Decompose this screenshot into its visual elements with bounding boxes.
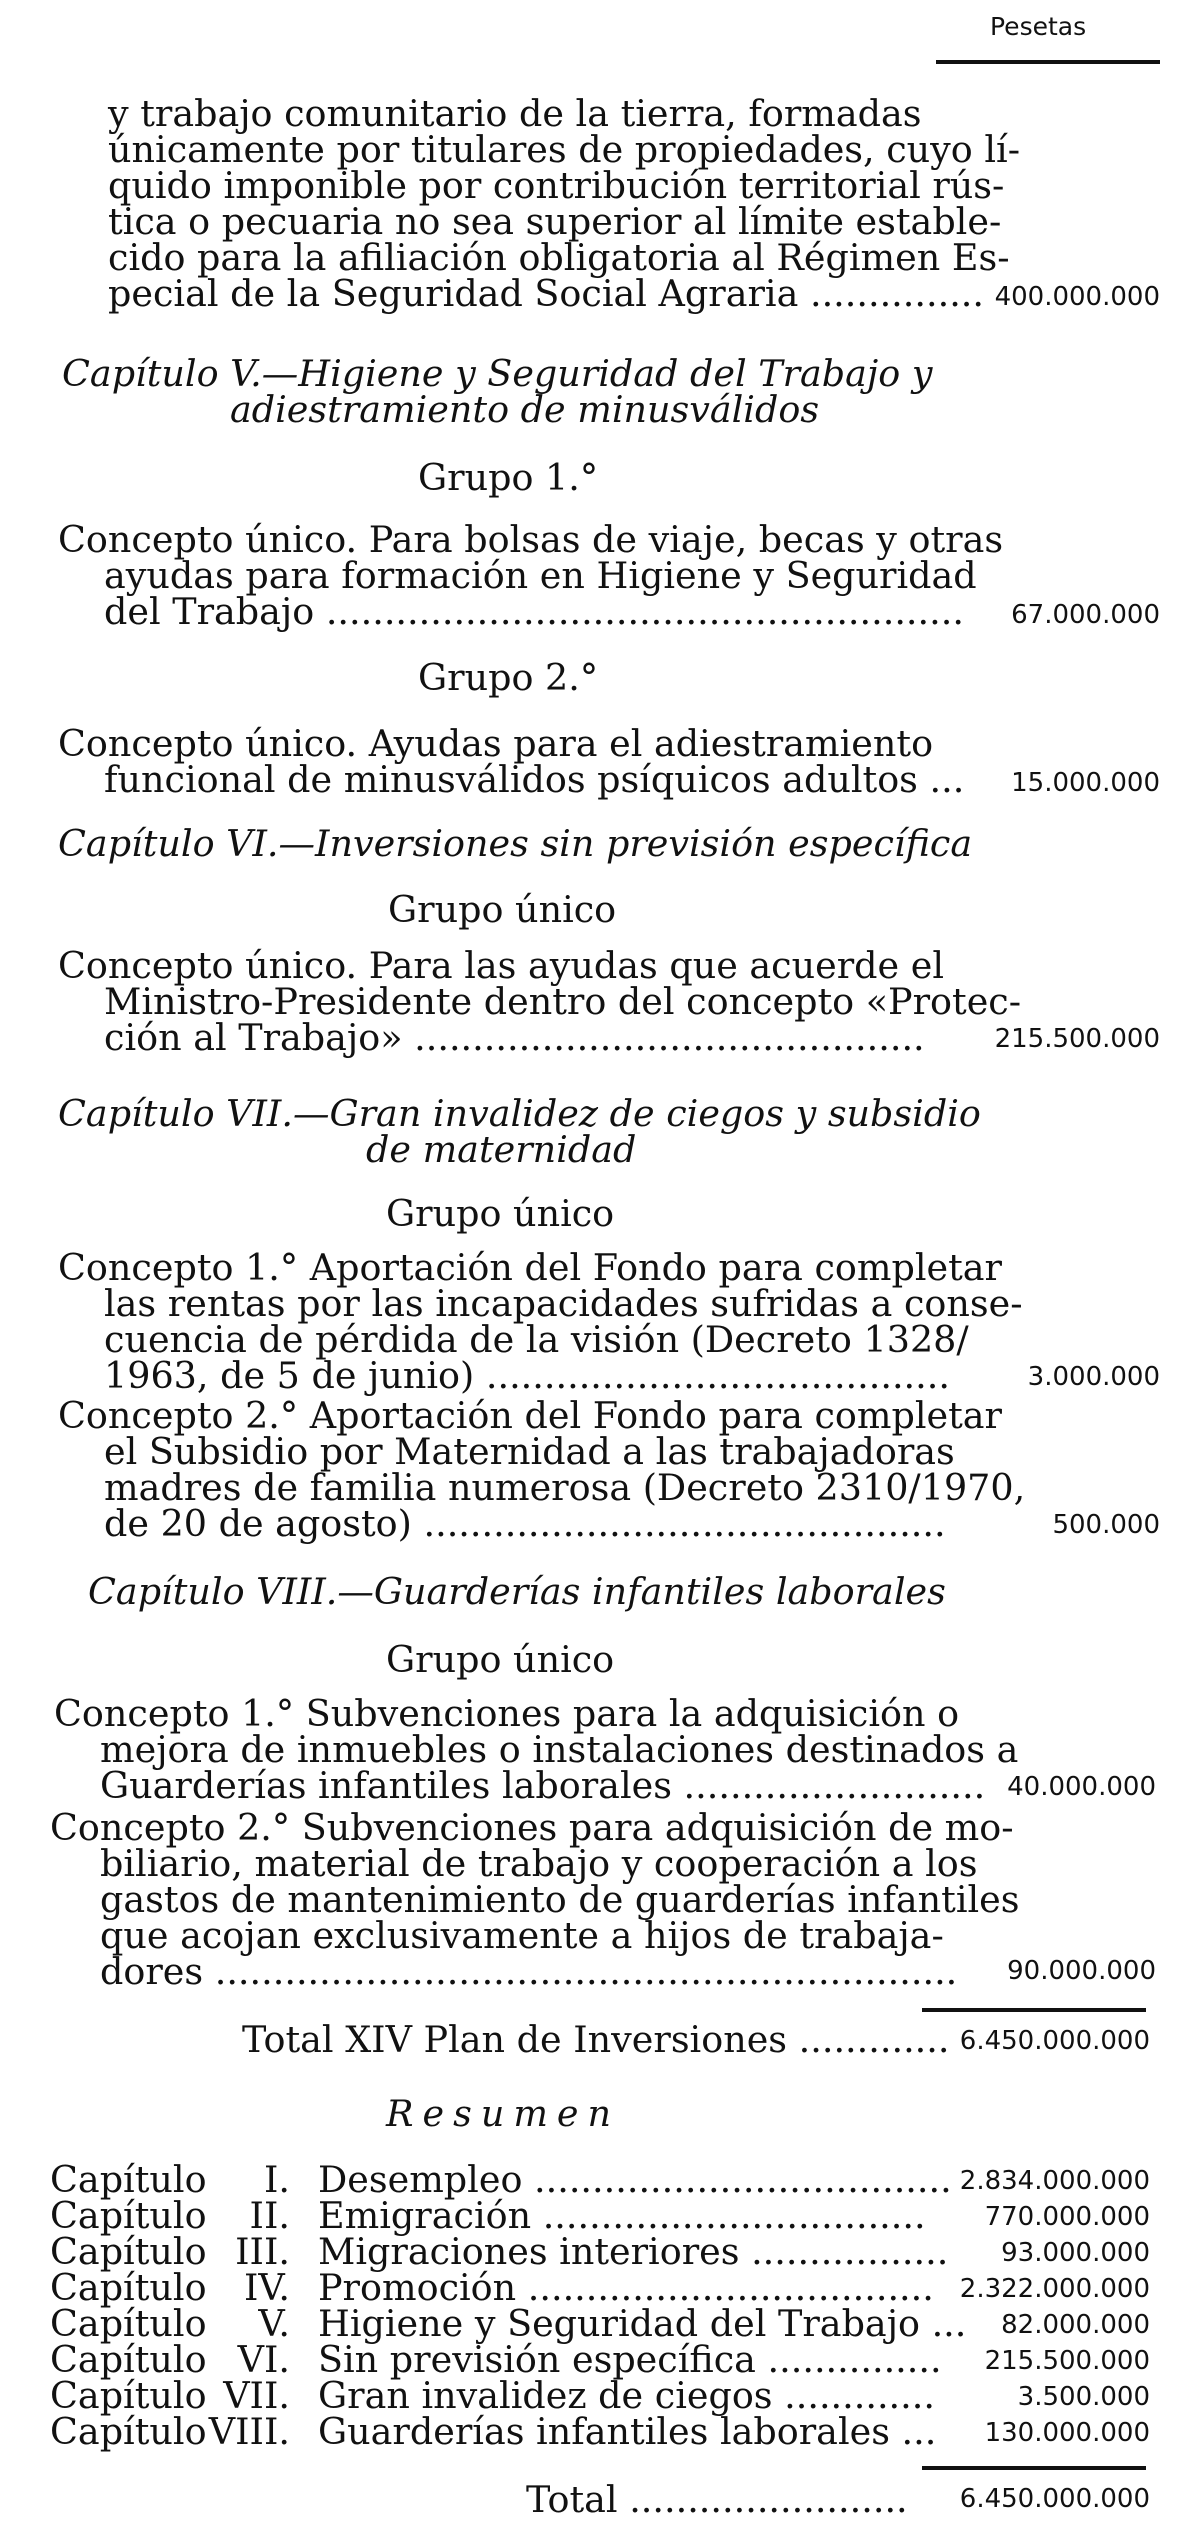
chapter-heading: adiestramiento de minusválidos: [230, 388, 820, 431]
paragraph-line: quido imponible por contribución territorial rús-: [108, 164, 1005, 207]
summary-chapter: Capítulo: [50, 2302, 207, 2345]
summary-chapter: Capítulo: [50, 2410, 207, 2453]
amount: 215.500.000: [994, 1024, 1160, 1054]
concept-line: Concepto 2.° Subvenciones para adquisición de mo-: [50, 1806, 1014, 1849]
concept-line: cuencia de pérdida de la visión (Decreto 1328/: [104, 1318, 969, 1361]
concept-line: biliario, material de trabajo y cooperación a los: [100, 1842, 978, 1885]
concept-line: Concepto único. Ayudas para el adiestramiento: [58, 722, 934, 765]
amount: 500.000: [1052, 1510, 1160, 1540]
concept-line: Concepto único. Para bolsas de viaje, becas y otras: [58, 518, 1004, 561]
chapter-heading: Capítulo VI.—Inversiones sin previsión específica: [58, 822, 973, 865]
concept-line: el Subsidio por Maternidad a las trabajadoras: [104, 1430, 955, 1473]
grand-total-amount: 6.450.000.000: [959, 2484, 1150, 2514]
summary-amount: 3.500.000: [1017, 2382, 1150, 2412]
amount: 3.000.000: [1027, 1362, 1160, 1392]
summary-number: I.: [263, 2158, 290, 2201]
concept-line: las rentas por las incapacidades sufridas a conse-: [104, 1282, 1023, 1325]
concept-line: Ministro-Presidente dentro del concepto «Protec-: [104, 980, 1022, 1023]
summary-number: II.: [249, 2194, 290, 2237]
grand-total-rule: [922, 2466, 1146, 2470]
summary-chapter: Capítulo: [50, 2194, 207, 2237]
chapter-heading: Capítulo V.—Higiene y Seguridad del Trabajo y: [62, 352, 933, 395]
group-heading: Grupo 2.°: [418, 656, 599, 699]
grand-total-label: Total ........................: [526, 2478, 908, 2521]
summary-description: Promoción ...................................: [318, 2266, 934, 2309]
summary-description: Desempleo ....................................: [318, 2158, 952, 2201]
total-amount: 6.450.000.000: [959, 2026, 1150, 2056]
amount: 40.000.000: [1007, 1772, 1156, 1802]
summary-amount: 2.834.000.000: [959, 2166, 1150, 2196]
amount: 400.000.000: [994, 282, 1160, 312]
summary-amount: 770.000.000: [984, 2202, 1150, 2232]
group-heading: Grupo único: [388, 888, 617, 931]
group-heading: Grupo único: [386, 1192, 615, 1235]
concept-line: madres de familia numerosa (Decreto 2310/1970,: [104, 1466, 1026, 1509]
summary-amount: 82.000.000: [1001, 2310, 1150, 2340]
amount: 90.000.000: [1007, 1956, 1156, 1986]
concept-line: ayudas para formación en Higiene y Seguridad: [104, 554, 977, 597]
paragraph-line: y trabajo comunitario de la tierra, formadas: [108, 92, 922, 135]
chapter-heading: Capítulo VIII.—Guarderías infantiles laborales: [88, 1570, 946, 1613]
concept-line: funcional de minusválidos psíquicos adultos ...: [104, 758, 965, 801]
group-heading: Grupo único: [386, 1638, 615, 1681]
concept-line: del Trabajo .......................................................: [104, 590, 964, 633]
concept-line: Concepto 1.° Subvenciones para la adquisición o: [54, 1692, 960, 1735]
summary-amount: 2.322.000.000: [959, 2274, 1150, 2304]
summary-number: IV.: [244, 2266, 290, 2309]
summary-description: Emigración .................................: [318, 2194, 926, 2237]
concept-line: Guarderías infantiles laborales ..........................: [100, 1764, 986, 1807]
summary-number: III.: [235, 2230, 290, 2273]
paragraph-line: tica o pecuaria no sea superior al límite estable-: [108, 200, 1002, 243]
chapter-heading: de maternidad: [366, 1128, 637, 1171]
summary-number: VII.: [223, 2374, 290, 2417]
summary-chapter: Capítulo: [50, 2158, 207, 2201]
amount: 67.000.000: [1011, 600, 1160, 630]
header-rule: [936, 60, 1160, 64]
group-heading: Grupo 1.°: [418, 456, 599, 499]
summary-description: Sin previsión específica ...............: [318, 2338, 942, 2381]
concept-line: 1963, de 5 de junio) ........................................: [104, 1354, 950, 1397]
paragraph-line: cido para la afiliación obligatoria al Régimen Es-: [108, 236, 1010, 279]
summary-description: Higiene y Seguridad del Trabajo ...: [318, 2302, 967, 2345]
concept-line: de 20 de agosto) .............................................: [104, 1502, 946, 1545]
concept-line: Concepto 1.° Aportación del Fondo para completar: [58, 1246, 1002, 1289]
concept-line: dores ................................................................: [100, 1950, 958, 1993]
summary-description: Guarderías infantiles laborales ...: [318, 2410, 937, 2453]
concept-line: ción al Trabajo» ............................................: [104, 1016, 925, 1059]
summary-amount: 215.500.000: [984, 2346, 1150, 2376]
summary-number: VI.: [237, 2338, 290, 2381]
chapter-heading: Capítulo VII.—Gran invalidez de ciegos y subsidio: [58, 1092, 981, 1135]
total-label: Total XIV Plan de Inversiones .............: [242, 2018, 950, 2061]
concept-line: mejora de inmuebles o instalaciones destinados a: [100, 1728, 1019, 1771]
summary-chapter: Capítulo: [50, 2338, 207, 2381]
summary-chapter: Capítulo: [50, 2230, 207, 2273]
concept-line: Concepto 2.° Aportación del Fondo para completar: [58, 1394, 1002, 1437]
summary-amount: 93.000.000: [1001, 2238, 1150, 2268]
paragraph-line: pecial de la Seguridad Social Agraria ...............: [108, 272, 984, 315]
summary-description: Gran invalidez de ciegos .............: [318, 2374, 935, 2417]
amount: 15.000.000: [1011, 768, 1160, 798]
column-header-pesetas: Pesetas: [990, 12, 1087, 41]
summary-number: V.: [258, 2302, 290, 2345]
summary-amount: 130.000.000: [984, 2418, 1150, 2448]
concept-line: que acojan exclusivamente a hijos de trabaja-: [100, 1914, 944, 1957]
summary-number: VIII.: [208, 2410, 290, 2453]
summary-description: Migraciones interiores .................: [318, 2230, 949, 2273]
summary-chapter: Capítulo: [50, 2266, 207, 2309]
total-rule: [922, 2008, 1146, 2012]
summary-chapter: Capítulo: [50, 2374, 207, 2417]
concept-line: Concepto único. Para las ayudas que acuerde el: [58, 944, 945, 987]
concept-line: gastos de mantenimiento de guarderías infantiles: [100, 1878, 1020, 1921]
paragraph-line: únicamente por titulares de propiedades, cuyo lí-: [108, 128, 1021, 171]
resumen-heading: Resumen: [386, 2092, 621, 2135]
